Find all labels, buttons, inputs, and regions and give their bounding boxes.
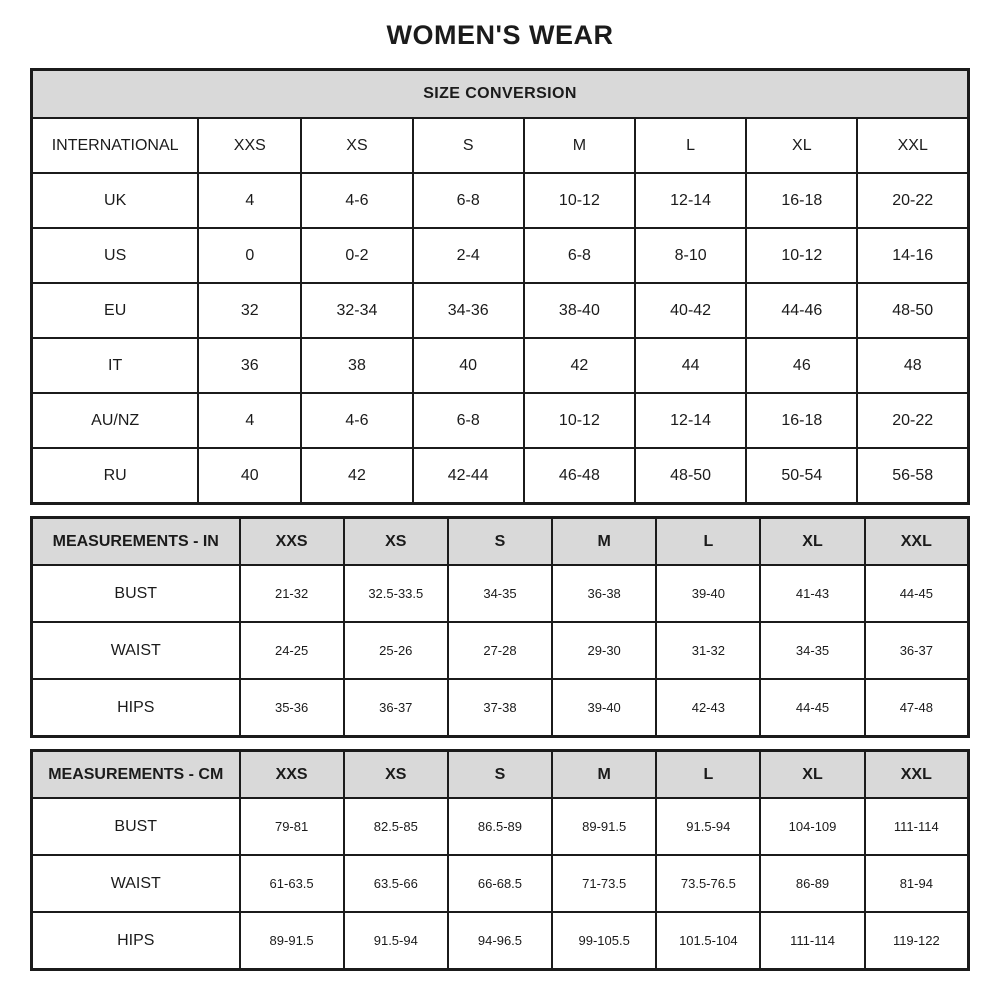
size-value-cell: 2-4 — [413, 228, 524, 283]
table-banner-row — [32, 70, 969, 119]
row-header-label: MEASUREMENTS - CM — [32, 751, 240, 799]
column-header-size: XXL — [857, 118, 968, 173]
column-header-size: XXL — [865, 751, 969, 799]
size-value-cell: 48-50 — [635, 448, 746, 504]
size-value-cell: 104-109 — [760, 798, 864, 855]
size-value-cell: 34-36 — [413, 283, 524, 338]
size-value-cell: 8-10 — [635, 228, 746, 283]
column-header-size: S — [448, 751, 552, 799]
column-header-size: M — [552, 751, 656, 799]
column-header-size: L — [656, 751, 760, 799]
size-value-cell: 40-42 — [635, 283, 746, 338]
size-value-cell: 42 — [301, 448, 412, 504]
size-value-cell: 42 — [524, 338, 635, 393]
table-row — [32, 855, 969, 912]
size-value-cell: 61-63.5 — [240, 855, 344, 912]
size-value-cell: 0 — [198, 228, 301, 283]
table-row — [32, 798, 969, 855]
size-value-cell: 10-12 — [524, 393, 635, 448]
column-header-size: L — [656, 518, 760, 566]
page-title: WOMEN'S WEAR — [386, 20, 614, 50]
size-value-cell: 34-35 — [448, 565, 552, 622]
row-label: US — [32, 228, 199, 283]
column-header-size: M — [524, 118, 635, 173]
size-value-cell: 37-38 — [448, 679, 552, 737]
column-header-size: XXS — [198, 118, 301, 173]
table-row — [32, 912, 969, 970]
size-value-cell: 48-50 — [857, 283, 968, 338]
size-value-cell: 40 — [413, 338, 524, 393]
size-value-cell: 56-58 — [857, 448, 968, 504]
size-value-cell: 44 — [635, 338, 746, 393]
size-value-cell: 46 — [746, 338, 857, 393]
table-row — [32, 283, 969, 338]
size-conversion-table — [30, 68, 970, 505]
size-value-cell: 86-89 — [760, 855, 864, 912]
size-value-cell: 101.5-104 — [656, 912, 760, 970]
size-value-cell: 12-14 — [635, 393, 746, 448]
measurements-in-table — [30, 516, 970, 738]
size-value-cell: 4-6 — [301, 173, 412, 228]
table-row — [32, 173, 969, 228]
size-value-cell: 27-28 — [448, 622, 552, 679]
column-header-row — [32, 751, 969, 799]
size-value-cell: 44-45 — [760, 679, 864, 737]
size-value-cell: 6-8 — [413, 393, 524, 448]
size-value-cell: 12-14 — [635, 173, 746, 228]
size-value-cell: 32 — [198, 283, 301, 338]
column-header-row — [32, 118, 969, 173]
row-label: BUST — [32, 798, 240, 855]
size-value-cell: 99-105.5 — [552, 912, 656, 970]
row-header-label: INTERNATIONAL — [32, 118, 199, 173]
column-header-size: XXL — [865, 518, 969, 566]
size-value-cell: 89-91.5 — [552, 798, 656, 855]
size-value-cell: 4 — [198, 173, 301, 228]
size-value-cell: 71-73.5 — [552, 855, 656, 912]
size-value-cell: 91.5-94 — [344, 912, 448, 970]
row-label: WAIST — [32, 622, 240, 679]
column-header-size: XS — [344, 751, 448, 799]
size-value-cell: 89-91.5 — [240, 912, 344, 970]
size-value-cell: 6-8 — [524, 228, 635, 283]
size-value-cell: 41-43 — [760, 565, 864, 622]
row-header-label: MEASUREMENTS - IN — [32, 518, 240, 566]
size-value-cell: 42-44 — [413, 448, 524, 504]
column-header-size: XS — [301, 118, 412, 173]
column-header-size: M — [552, 518, 656, 566]
size-value-cell: 40 — [198, 448, 301, 504]
table-row — [32, 338, 969, 393]
size-value-cell: 38 — [301, 338, 412, 393]
size-value-cell: 119-122 — [865, 912, 969, 970]
column-header-size: XL — [760, 518, 864, 566]
table-row — [32, 448, 969, 504]
size-value-cell: 36-37 — [865, 622, 969, 679]
size-value-cell: 6-8 — [413, 173, 524, 228]
row-label: RU — [32, 448, 199, 504]
size-value-cell: 10-12 — [524, 173, 635, 228]
column-header-size: XXS — [240, 751, 344, 799]
size-value-cell: 44-45 — [865, 565, 969, 622]
column-header-size: S — [413, 118, 524, 173]
table-row — [32, 679, 969, 737]
size-value-cell: 79-81 — [240, 798, 344, 855]
size-value-cell: 24-25 — [240, 622, 344, 679]
size-value-cell: 29-30 — [552, 622, 656, 679]
size-value-cell: 32-34 — [301, 283, 412, 338]
size-value-cell: 66-68.5 — [448, 855, 552, 912]
column-header-size: L — [635, 118, 746, 173]
column-header-size: XXS — [240, 518, 344, 566]
size-value-cell: 39-40 — [656, 565, 760, 622]
size-value-cell: 48 — [857, 338, 968, 393]
table-banner-title: SIZE CONVERSION — [32, 70, 969, 119]
table-row — [32, 393, 969, 448]
size-value-cell: 4 — [198, 393, 301, 448]
size-value-cell: 10-12 — [746, 228, 857, 283]
size-value-cell: 21-32 — [240, 565, 344, 622]
row-label: AU/NZ — [32, 393, 199, 448]
size-value-cell: 111-114 — [865, 798, 969, 855]
size-value-cell: 0-2 — [301, 228, 412, 283]
row-label: EU — [32, 283, 199, 338]
size-value-cell: 25-26 — [344, 622, 448, 679]
size-value-cell: 82.5-85 — [344, 798, 448, 855]
size-value-cell: 16-18 — [746, 393, 857, 448]
size-value-cell: 44-46 — [746, 283, 857, 338]
size-value-cell: 50-54 — [746, 448, 857, 504]
size-value-cell: 32.5-33.5 — [344, 565, 448, 622]
size-value-cell: 4-6 — [301, 393, 412, 448]
size-value-cell: 86.5-89 — [448, 798, 552, 855]
measurements-cm-table — [30, 749, 970, 971]
column-header-row — [32, 518, 969, 566]
table-row — [32, 228, 969, 283]
size-value-cell: 20-22 — [857, 393, 968, 448]
row-label: BUST — [32, 565, 240, 622]
size-value-cell: 47-48 — [865, 679, 969, 737]
size-value-cell: 91.5-94 — [656, 798, 760, 855]
size-value-cell: 34-35 — [760, 622, 864, 679]
size-value-cell: 46-48 — [524, 448, 635, 504]
size-value-cell: 36 — [198, 338, 301, 393]
row-label: HIPS — [32, 912, 240, 970]
size-value-cell: 36-38 — [552, 565, 656, 622]
size-value-cell: 111-114 — [760, 912, 864, 970]
column-header-size: XL — [760, 751, 864, 799]
row-label: WAIST — [32, 855, 240, 912]
column-header-size: XL — [746, 118, 857, 173]
size-value-cell: 73.5-76.5 — [656, 855, 760, 912]
size-value-cell: 36-37 — [344, 679, 448, 737]
size-value-cell: 38-40 — [524, 283, 635, 338]
size-value-cell: 94-96.5 — [448, 912, 552, 970]
size-value-cell: 20-22 — [857, 173, 968, 228]
size-value-cell: 14-16 — [857, 228, 968, 283]
size-value-cell: 39-40 — [552, 679, 656, 737]
row-label: UK — [32, 173, 199, 228]
size-value-cell: 31-32 — [656, 622, 760, 679]
row-label: IT — [32, 338, 199, 393]
size-value-cell: 35-36 — [240, 679, 344, 737]
table-row — [32, 565, 969, 622]
size-value-cell: 16-18 — [746, 173, 857, 228]
table-row — [32, 622, 969, 679]
size-value-cell: 81-94 — [865, 855, 969, 912]
size-value-cell: 42-43 — [656, 679, 760, 737]
column-header-size: XS — [344, 518, 448, 566]
size-value-cell: 63.5-66 — [344, 855, 448, 912]
column-header-size: S — [448, 518, 552, 566]
row-label: HIPS — [32, 679, 240, 737]
